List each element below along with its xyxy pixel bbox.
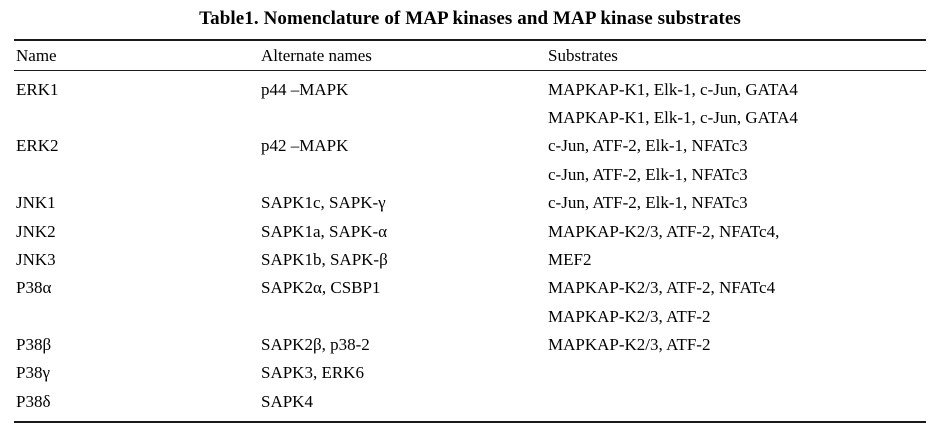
cell-substrates: MAPKAP-K2/3, ATF-2 [548, 334, 711, 354]
cell-alternate [259, 161, 546, 189]
cell-alternate [259, 104, 546, 132]
cell-alternate [259, 303, 546, 331]
cell-name: ERK1 [16, 79, 59, 99]
cell-name [14, 104, 259, 132]
cell-substrates: MAPKAP-K2/3, ATF-2, NFATc4, [548, 221, 780, 241]
cell-substrates: MEF2 [548, 249, 592, 269]
cell-name: JNK1 [16, 193, 56, 213]
cell-alternate: SAPK1c, SAPK-γ [261, 193, 386, 213]
cell-substrates: MAPKAP-K2/3, ATF-2 [548, 306, 711, 326]
cell-alternate: SAPK2β, p38-2 [261, 334, 370, 354]
table-row [14, 274, 926, 302]
cell-alternate: SAPK1a, SAPK-α [261, 221, 388, 241]
table-row [14, 246, 926, 274]
table-row [14, 189, 926, 217]
table-row [14, 388, 926, 422]
table-row [14, 218, 926, 246]
table-row [14, 331, 926, 359]
cell-substrates [546, 359, 926, 387]
page-title: Table1. Nomenclature of MAP kinases and MAP kinase substrates [199, 8, 741, 29]
table-row [14, 359, 926, 387]
column-header-substrates: Substrates [546, 40, 926, 71]
cell-name [14, 303, 259, 331]
cell-alternate: SAPK4 [259, 388, 546, 422]
table-row [14, 161, 926, 189]
nomenclature-table [14, 39, 926, 423]
cell-name: ERK2 [16, 136, 59, 156]
cell-name: P38γ [16, 363, 50, 383]
table-row [14, 104, 926, 132]
column-header-name: Name [14, 40, 259, 71]
cell-name: P38α [16, 278, 52, 298]
cell-substrates: MAPKAP-K2/3, ATF-2, NFATc4 [548, 278, 776, 298]
cell-substrates: c-Jun, ATF-2, Elk-1, NFATc3 [548, 193, 748, 213]
cell-name [14, 161, 259, 189]
cell-substrates: MAPKAP-K1, Elk-1, c-Jun, GATA4 [548, 108, 798, 128]
column-header-alternate-names: Alternate names [259, 40, 546, 71]
cell-alternate: p42 –MAPK [261, 136, 349, 156]
cell-name: P38δ [14, 388, 259, 422]
table-row [14, 132, 926, 160]
cell-substrates: c-Jun, ATF-2, Elk-1, NFATc3 [548, 136, 748, 156]
table-header-row [14, 40, 926, 71]
cell-substrates: MAPKAP-K1, Elk-1, c-Jun, GATA4 [548, 79, 798, 99]
cell-alternate: SAPK1b, SAPK-β [261, 249, 388, 269]
cell-name: JNK2 [16, 221, 56, 241]
cell-alternate: SAPK2α, CSBP1 [261, 278, 381, 298]
cell-alternate: p44 –MAPK [261, 79, 349, 99]
table-row [14, 70, 926, 104]
cell-substrates: c-Jun, ATF-2, Elk-1, NFATc3 [548, 164, 748, 184]
table-header [14, 40, 926, 71]
table-body [14, 70, 926, 422]
cell-substrates [546, 388, 926, 422]
cell-name: JNK3 [16, 249, 56, 269]
cell-alternate: SAPK3, ERK6 [261, 363, 364, 383]
cell-name: P38β [16, 334, 52, 354]
table-row [14, 303, 926, 331]
